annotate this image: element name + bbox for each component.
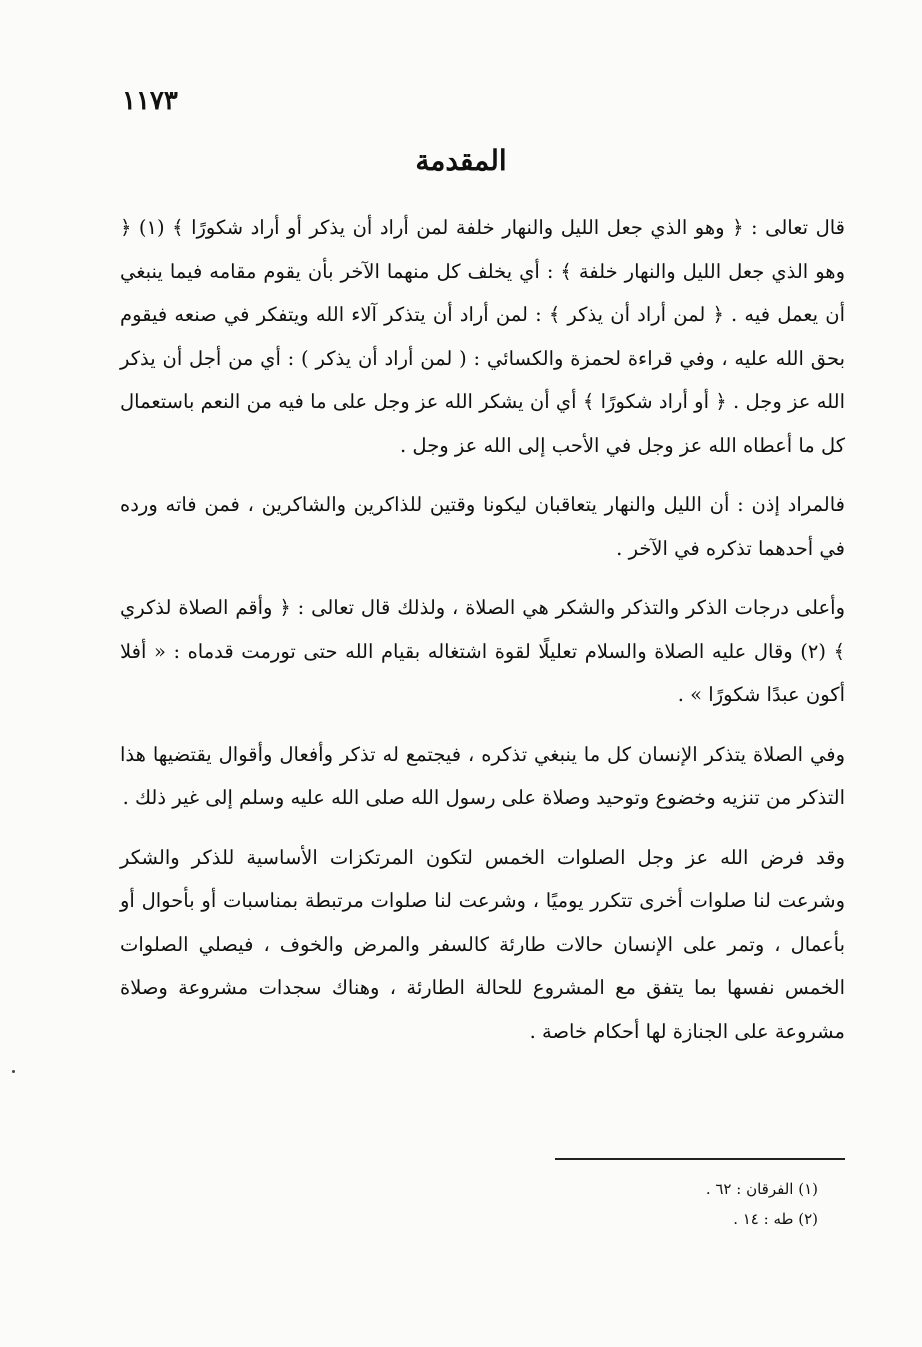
paragraph-5: وقد فرض الله عز وجل الصلوات الخمس لتكون المرتكزات الأساسية للذكر والشكر وشرعت لنا صلوات أخرى تتكرر يوميًا ، وشرعت لنا صلوات مرتبطة بمناسبات أو بأحوال أو بأعمال ، وتمر على الإنسان حالات طارئة كالسفر والمرض والخوف ، فيصلي الصلوات الخمس نفسها بما يتفق مع المشروع للحالة الطارئة ، وهناك سجدات مشروعة وصلاة مشروعة على الجنازة لها أحكام خاصة .: [120, 845, 845, 1043]
footnote-2: (٢) طه : ١٤ .: [733, 1210, 818, 1228]
page-number: ١١٧٣: [122, 86, 178, 116]
footnote-divider: [555, 1158, 845, 1160]
paragraph-1: قال تعالى : ﴿ وهو الذي جعل الليل والنهار خلفة لمن أراد أن يذكر أو أراد شكورًا ﴾ (١) ﴿ وهو الذي جعل الليل والنهار خلفة ﴾ : أي يخلف كل منهما الآخر بأن يقوم مقامه فيما ينبغي أن يعمل فيه . ﴿ لمن أراد أن يذكر ﴾ : لمن أراد أن يتذكر آلاء الله ويتفكر في صنعه فيقوم بحق الله عليه ، وفي قراءة لحمزة والكسائي : ( لمن أراد أن يذكر ) : أي من أجل أن يذكر الله عز وجل . ﴿ أو أراد شكورًا ﴾ أي أن يشكر الله عز وجل على ما فيه من النعم باستعمال كل ما أعطاه الله عز وجل في الأحب إلى الله عز وجل .: [120, 216, 846, 457]
body-text: [120, 206, 845, 1069]
paragraph-2: فالمراد إذن : أن الليل والنهار يتعاقبان ليكونا وقتين للذاكرين والشاكرين ، فمن فاته ورده في أحدهما تذكره في الآخر .: [120, 493, 845, 560]
footnote-1: (١) الفرقان : ٦٢ .: [705, 1180, 818, 1198]
paragraph-3: وأعلى درجات الذكر والتذكر والشكر هي الصلاة ، ولذلك قال تعالى : ﴿ وأقم الصلاة لذكري ﴾ (٢) وقال عليه الصلاة والسلام تعليلًا لقوة اشتغاله بقيام الله حتى تورمت قدماه : « أفلا أكون عبدًا شكورًا » .: [120, 596, 845, 706]
footnotes: [500, 1174, 818, 1234]
page-title: المقدمة: [415, 144, 507, 177]
paragraph-4: وفي الصلاة يتذكر الإنسان كل ما ينبغي تذكره ، فيجتمع له تذكر وأفعال وأقوال يقتضيها هذا التذكر من تنزيه وخضوع وتوحيد وصلاة على رسول الله صلى الله عليه وسلم إلى غير ذلك .: [120, 742, 845, 809]
scan-speck: [12, 1070, 15, 1073]
